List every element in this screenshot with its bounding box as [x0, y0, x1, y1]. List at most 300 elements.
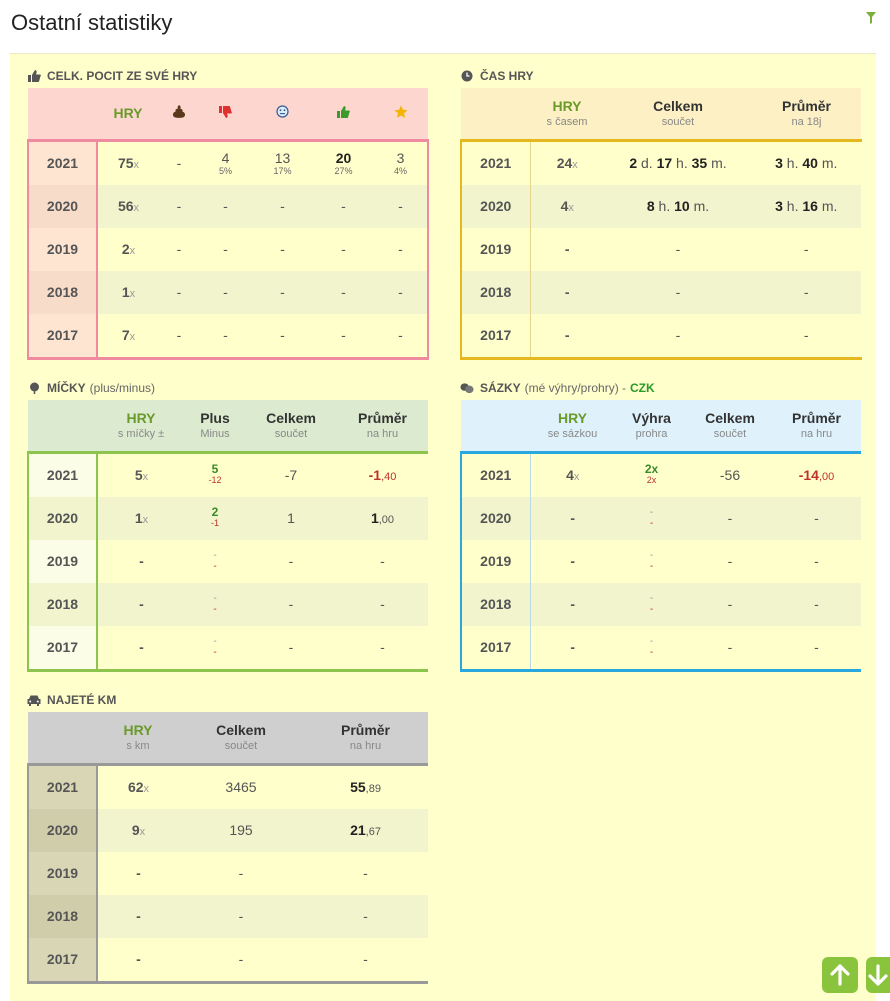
duration-unit: d.	[637, 155, 657, 171]
balls-col2-header	[185, 400, 245, 452]
feel-col-thumbs-up	[313, 88, 374, 140]
count-cell	[97, 228, 159, 271]
feel-percent: 4%	[393, 166, 407, 176]
count-value: 2	[121, 241, 130, 257]
feel-cell: -	[159, 314, 199, 359]
header-label: Celkem	[216, 722, 266, 739]
x-suffix: x	[142, 471, 149, 483]
duration-unit: m.	[817, 155, 838, 171]
avg-dec: ,00	[378, 514, 395, 526]
neutral-face-icon	[276, 105, 289, 118]
count-cell: -	[97, 583, 185, 626]
header-label: Průměr	[340, 722, 391, 739]
total-cell: -	[688, 583, 772, 626]
avg-cell: -	[337, 626, 428, 671]
win-value	[645, 464, 658, 475]
x-suffix: x	[139, 826, 146, 838]
page-title: Ostatní statistiky	[11, 10, 173, 35]
x-suffix: x	[129, 245, 136, 257]
feel-row	[28, 185, 428, 228]
x-suffix: x	[133, 159, 140, 171]
count-value: 7	[121, 327, 130, 343]
bets-col2-header	[615, 400, 688, 452]
feel-cell: -	[313, 314, 374, 359]
avg-int: 55	[350, 779, 366, 795]
balls-row	[28, 497, 428, 540]
avg-cell: -	[772, 583, 861, 626]
count-cell: -	[530, 497, 615, 540]
avg-cell: -	[772, 497, 861, 540]
loss-value: -	[649, 604, 654, 615]
count-cell: -	[530, 626, 615, 671]
x-suffix: x	[133, 202, 140, 214]
header-sublabel: součet	[713, 428, 747, 441]
x-suffix: x	[573, 471, 580, 483]
minus-value: -	[213, 604, 217, 615]
header-sublabel: součet	[224, 740, 258, 753]
balls-col4-header	[337, 400, 428, 452]
plus-minus-cell	[185, 583, 245, 626]
balls-row	[28, 583, 428, 626]
feel-percent: 17%	[273, 166, 292, 176]
count-cell	[97, 497, 185, 540]
time-row	[461, 228, 861, 271]
year-cell: 2018	[28, 895, 97, 938]
header-label: Celkem	[705, 410, 755, 427]
feel-cell: -	[252, 314, 313, 359]
km-row	[28, 895, 428, 938]
count-cell	[97, 809, 179, 852]
balls-heading	[27, 376, 427, 400]
win-number: 2	[644, 462, 652, 476]
plus-value: -	[213, 593, 217, 604]
bets-title: SÁZKY	[480, 381, 521, 395]
header-sublabel: na hru	[349, 740, 382, 753]
loss-number: 2	[646, 475, 652, 485]
x-suffix: x	[651, 475, 657, 485]
win-value: -	[649, 507, 654, 518]
minus-value: -12	[208, 475, 222, 485]
feel-section	[27, 64, 427, 360]
count-value: 56	[117, 198, 134, 214]
avg-cell: -	[814, 553, 819, 569]
win-value: -	[649, 593, 654, 604]
time-col1-header	[530, 88, 604, 140]
feel-row	[28, 271, 428, 314]
duration-unit: h.	[782, 198, 803, 214]
duration-number: 16	[802, 198, 818, 214]
time-year-header	[461, 88, 530, 140]
time-row	[461, 140, 861, 185]
thumbs-up-icon	[27, 69, 41, 83]
header-label: Výhra	[632, 410, 671, 427]
feel-cell: -	[199, 271, 252, 314]
win-loss-cell	[615, 540, 688, 583]
feel-cell	[252, 140, 313, 185]
duration-number: 3	[775, 198, 783, 214]
x-suffix: x	[129, 288, 136, 300]
loss-value	[647, 475, 657, 486]
header-sublabel: na 18j	[791, 116, 822, 129]
header-sublabel: s km	[126, 740, 150, 753]
time-row	[461, 271, 861, 314]
km-year-header	[28, 712, 97, 764]
win-value: -	[649, 636, 654, 647]
avg-dec: ,89	[365, 783, 381, 795]
year-cell: 2020	[461, 185, 530, 228]
x-suffix: x	[651, 462, 659, 476]
time-total-cell	[604, 185, 752, 228]
count-value: 4	[566, 467, 574, 483]
feel-cell: -	[159, 140, 199, 185]
win-loss-cell	[615, 583, 688, 626]
total-cell: -	[688, 626, 772, 671]
feel-value: 13	[274, 150, 291, 166]
win-loss-cell	[615, 626, 688, 671]
bets-row	[461, 497, 861, 540]
duration-unit: m.	[689, 198, 710, 214]
balls-subtitle: (plus/minus)	[89, 381, 156, 395]
time-avg-cell	[752, 185, 861, 228]
total-cell: -56	[688, 452, 772, 497]
year-cell: 2017	[28, 938, 97, 983]
feel-cell: -	[176, 241, 182, 257]
time-avg-cell: -	[803, 241, 809, 257]
minus-value: -	[213, 647, 217, 658]
year-cell: 2017	[28, 314, 97, 359]
count-cell: -	[570, 553, 576, 569]
year-cell: 2018	[461, 583, 530, 626]
time-avg-cell	[752, 140, 861, 185]
arrow-down-icon	[868, 964, 888, 986]
header-sublabel: na hru	[366, 428, 399, 441]
year-cell: 2021	[28, 140, 97, 185]
total-cell: -	[245, 626, 337, 671]
time-avg-cell: -	[752, 271, 861, 314]
poop-icon	[172, 105, 186, 118]
scroll-down-button[interactable]	[866, 957, 890, 993]
time-col3-header	[752, 88, 861, 140]
bets-heading	[460, 376, 860, 400]
year-cell: 2021	[461, 140, 530, 185]
avg-dec: ,40	[381, 471, 397, 483]
win-loss-cell	[615, 452, 688, 497]
count-cell	[97, 185, 159, 228]
count-cell	[97, 140, 159, 185]
header-label: HRY	[126, 410, 156, 427]
count-cell	[530, 140, 604, 185]
count-cell	[97, 764, 179, 809]
bets-section	[460, 376, 860, 672]
time-table	[460, 88, 862, 360]
avg-cell	[772, 452, 861, 497]
loss-value: -	[649, 561, 654, 572]
count-cell	[97, 314, 159, 359]
feel-cell: -	[341, 241, 346, 257]
header-sublabel: na hru	[800, 428, 833, 441]
avg-cell	[303, 809, 428, 852]
count-value: 9	[131, 822, 140, 838]
time-avg-cell: -	[752, 314, 861, 359]
x-suffix: x	[572, 159, 578, 171]
feel-cell: -	[374, 271, 428, 314]
feel-cell: -	[313, 271, 374, 314]
avg-int: -14	[798, 467, 819, 483]
win-value: -	[649, 550, 654, 561]
balls-row	[28, 540, 428, 583]
feel-col-thumbs-down	[199, 88, 252, 140]
avg-int: 21	[350, 822, 366, 838]
avg-cell	[337, 497, 428, 540]
year-cell: 2019	[28, 228, 97, 271]
count-cell: -	[139, 553, 144, 569]
bets-row	[461, 540, 861, 583]
feel-row	[28, 228, 428, 271]
km-col2-header	[179, 712, 303, 764]
feel-cell: -	[223, 241, 228, 257]
feel-cell	[313, 140, 374, 185]
time-total-cell: -	[604, 314, 752, 359]
feel-cell: -	[199, 314, 252, 359]
plus-value: -	[213, 636, 217, 647]
balls-col1-header	[97, 400, 185, 452]
avg-dec: ,67	[365, 826, 381, 838]
feel-hry-header	[97, 88, 159, 140]
km-row	[28, 852, 428, 895]
coins-icon	[460, 381, 474, 395]
year-cell: 2021	[28, 764, 97, 809]
km-row	[28, 809, 428, 852]
km-title: NAJETÉ KM	[47, 693, 117, 707]
avg-cell: -	[337, 583, 428, 626]
avg-cell: -	[303, 895, 428, 938]
count-cell: -	[530, 271, 604, 314]
plus-minus-cell	[185, 497, 245, 540]
total-cell: -7	[245, 452, 337, 497]
header-sublabel: prohra	[635, 428, 668, 441]
x-suffix: x	[143, 783, 150, 795]
ball-icon	[27, 381, 41, 395]
total-cell: 1	[245, 497, 337, 540]
count-value: 24	[556, 155, 573, 171]
year-cell: 2020	[28, 185, 97, 228]
avg-cell: -	[380, 553, 385, 569]
header-sublabel: s míčky ±	[117, 428, 165, 441]
balls-col3-header	[245, 400, 337, 452]
count-value: 4	[560, 198, 569, 214]
count-cell: -	[564, 241, 570, 257]
duration-number: 35	[691, 155, 708, 171]
feel-table	[27, 88, 429, 360]
count-cell	[97, 271, 159, 314]
total-cell: 195	[179, 809, 303, 852]
time-section	[460, 64, 860, 360]
bets-subtitle: (mé výhry/prohry) -	[524, 381, 627, 395]
balls-year-header	[28, 400, 97, 452]
feel-cell	[374, 140, 428, 185]
plus-minus-cell	[185, 540, 245, 583]
km-section	[27, 688, 427, 984]
count-value: 1	[121, 284, 130, 300]
bets-table	[460, 400, 861, 672]
km-row	[28, 938, 428, 983]
feel-cell: -	[374, 228, 428, 271]
filter-icon[interactable]	[866, 12, 876, 24]
header-sublabel: s časem	[546, 116, 588, 129]
feel-heading	[27, 64, 427, 88]
avg-dec: ,00	[818, 471, 835, 483]
star-icon	[394, 105, 408, 119]
feel-col-neutral	[252, 88, 313, 140]
arrow-up-icon	[830, 964, 850, 986]
minus-value: -	[213, 561, 217, 572]
avg-int: 1	[370, 510, 379, 526]
thumbs-up-green-icon	[337, 106, 350, 118]
avg-cell	[337, 452, 428, 497]
thumbs-down-icon	[219, 106, 232, 118]
count-cell	[97, 452, 185, 497]
year-cell: 2021	[28, 452, 97, 497]
header-sublabel: součet	[274, 428, 308, 441]
time-heading	[460, 64, 860, 88]
bets-currency: CZK	[630, 381, 655, 395]
balls-title: MÍČKY	[47, 381, 86, 395]
feel-cell: -	[374, 314, 428, 359]
total-cell: -	[238, 865, 244, 881]
feel-col-star	[374, 88, 428, 140]
loss-value: -	[649, 647, 654, 658]
feel-hry-label: HRY	[113, 105, 143, 122]
balls-row	[28, 626, 428, 671]
duration-unit: h.	[672, 155, 692, 171]
bets-col3-header	[688, 400, 772, 452]
km-row	[28, 764, 428, 809]
count-cell: -	[97, 895, 179, 938]
year-cell: 2018	[461, 271, 530, 314]
km-heading	[27, 688, 427, 712]
total-cell: -	[727, 553, 733, 569]
bets-row	[461, 626, 861, 671]
header-label: Celkem	[266, 410, 316, 427]
avg-cell: -	[363, 865, 368, 881]
duration-unit: m.	[707, 155, 727, 171]
year-cell: 2017	[28, 626, 97, 671]
total-cell: -	[179, 895, 303, 938]
feel-cell: -	[252, 185, 313, 228]
header-sublabel: součet	[661, 116, 695, 129]
avg-cell	[303, 764, 428, 809]
feel-value: 3	[396, 150, 405, 166]
car-icon	[27, 693, 41, 707]
feel-cell: -	[159, 271, 199, 314]
time-total-cell: -	[604, 271, 752, 314]
header-sublabel: se sázkou	[547, 428, 598, 441]
year-cell: 2020	[461, 497, 530, 540]
plus-value: 5	[211, 462, 219, 476]
duration-unit: h.	[654, 198, 675, 214]
count-value: 75	[117, 155, 134, 171]
feel-cell: -	[313, 185, 374, 228]
duration-number: 40	[802, 155, 818, 171]
header-label: Plus	[200, 410, 230, 427]
feel-col-poop	[159, 88, 199, 140]
win-loss-cell	[615, 497, 688, 540]
bets-row	[461, 452, 861, 497]
feel-percent: 27%	[334, 166, 353, 176]
count-value: 62	[127, 779, 144, 795]
total-cell: -	[245, 583, 337, 626]
year-cell: 2020	[28, 497, 97, 540]
year-cell: 2017	[461, 626, 530, 671]
time-total-cell	[604, 140, 752, 185]
duration-number: 10	[674, 198, 690, 214]
avg-int: -1	[368, 467, 382, 483]
plus-minus-cell	[185, 452, 245, 497]
header-label: Průměr	[357, 410, 408, 427]
feel-cell: -	[159, 185, 199, 228]
x-suffix: x	[129, 331, 136, 343]
total-cell: -	[179, 938, 303, 983]
feel-value: 4	[221, 150, 230, 166]
count-cell: -	[97, 938, 179, 983]
feel-row	[28, 314, 428, 359]
duration-number: 8	[646, 198, 655, 214]
total-cell: -	[688, 497, 772, 540]
feel-cell: -	[280, 241, 285, 257]
year-cell: 2019	[28, 540, 97, 583]
plus-value: 2	[211, 505, 219, 519]
balls-table	[27, 400, 428, 672]
bets-col1-header	[530, 400, 615, 452]
year-cell: 2019	[28, 852, 97, 895]
count-cell	[530, 185, 604, 228]
feel-percent: 5%	[218, 166, 232, 176]
avg-cell: -	[303, 938, 428, 983]
scroll-up-button[interactable]	[822, 957, 858, 993]
year-cell: 2018	[28, 271, 97, 314]
duration-number: 17	[656, 155, 673, 171]
km-table	[27, 712, 428, 984]
feel-cell	[199, 140, 252, 185]
year-cell: 2018	[28, 583, 97, 626]
duration-unit: h.	[782, 155, 803, 171]
header-label: HRY	[123, 722, 153, 739]
year-cell: 2017	[461, 314, 530, 359]
count-cell: -	[530, 583, 615, 626]
balls-row	[28, 452, 428, 497]
year-cell: 2020	[28, 809, 97, 852]
header-label: Celkem	[653, 98, 703, 115]
header-label: HRY	[557, 410, 588, 427]
feel-value: 20	[335, 150, 352, 166]
header-sublabel: Minus	[200, 428, 230, 441]
time-col2-header	[604, 88, 752, 140]
duration-number: 3	[775, 155, 783, 171]
plus-minus-cell	[185, 626, 245, 671]
loss-value: -	[649, 518, 654, 529]
count-cell: -	[530, 314, 604, 359]
clock-icon	[460, 69, 474, 83]
count-cell	[530, 452, 615, 497]
feel-cell: -	[252, 271, 313, 314]
duration-number: 2	[629, 155, 638, 171]
balls-section	[27, 376, 427, 672]
count-value: 5	[134, 467, 143, 483]
feel-cell: -	[199, 185, 252, 228]
x-suffix: x	[568, 202, 574, 214]
bets-col4-header	[772, 400, 861, 452]
avg-cell: -	[772, 626, 861, 671]
